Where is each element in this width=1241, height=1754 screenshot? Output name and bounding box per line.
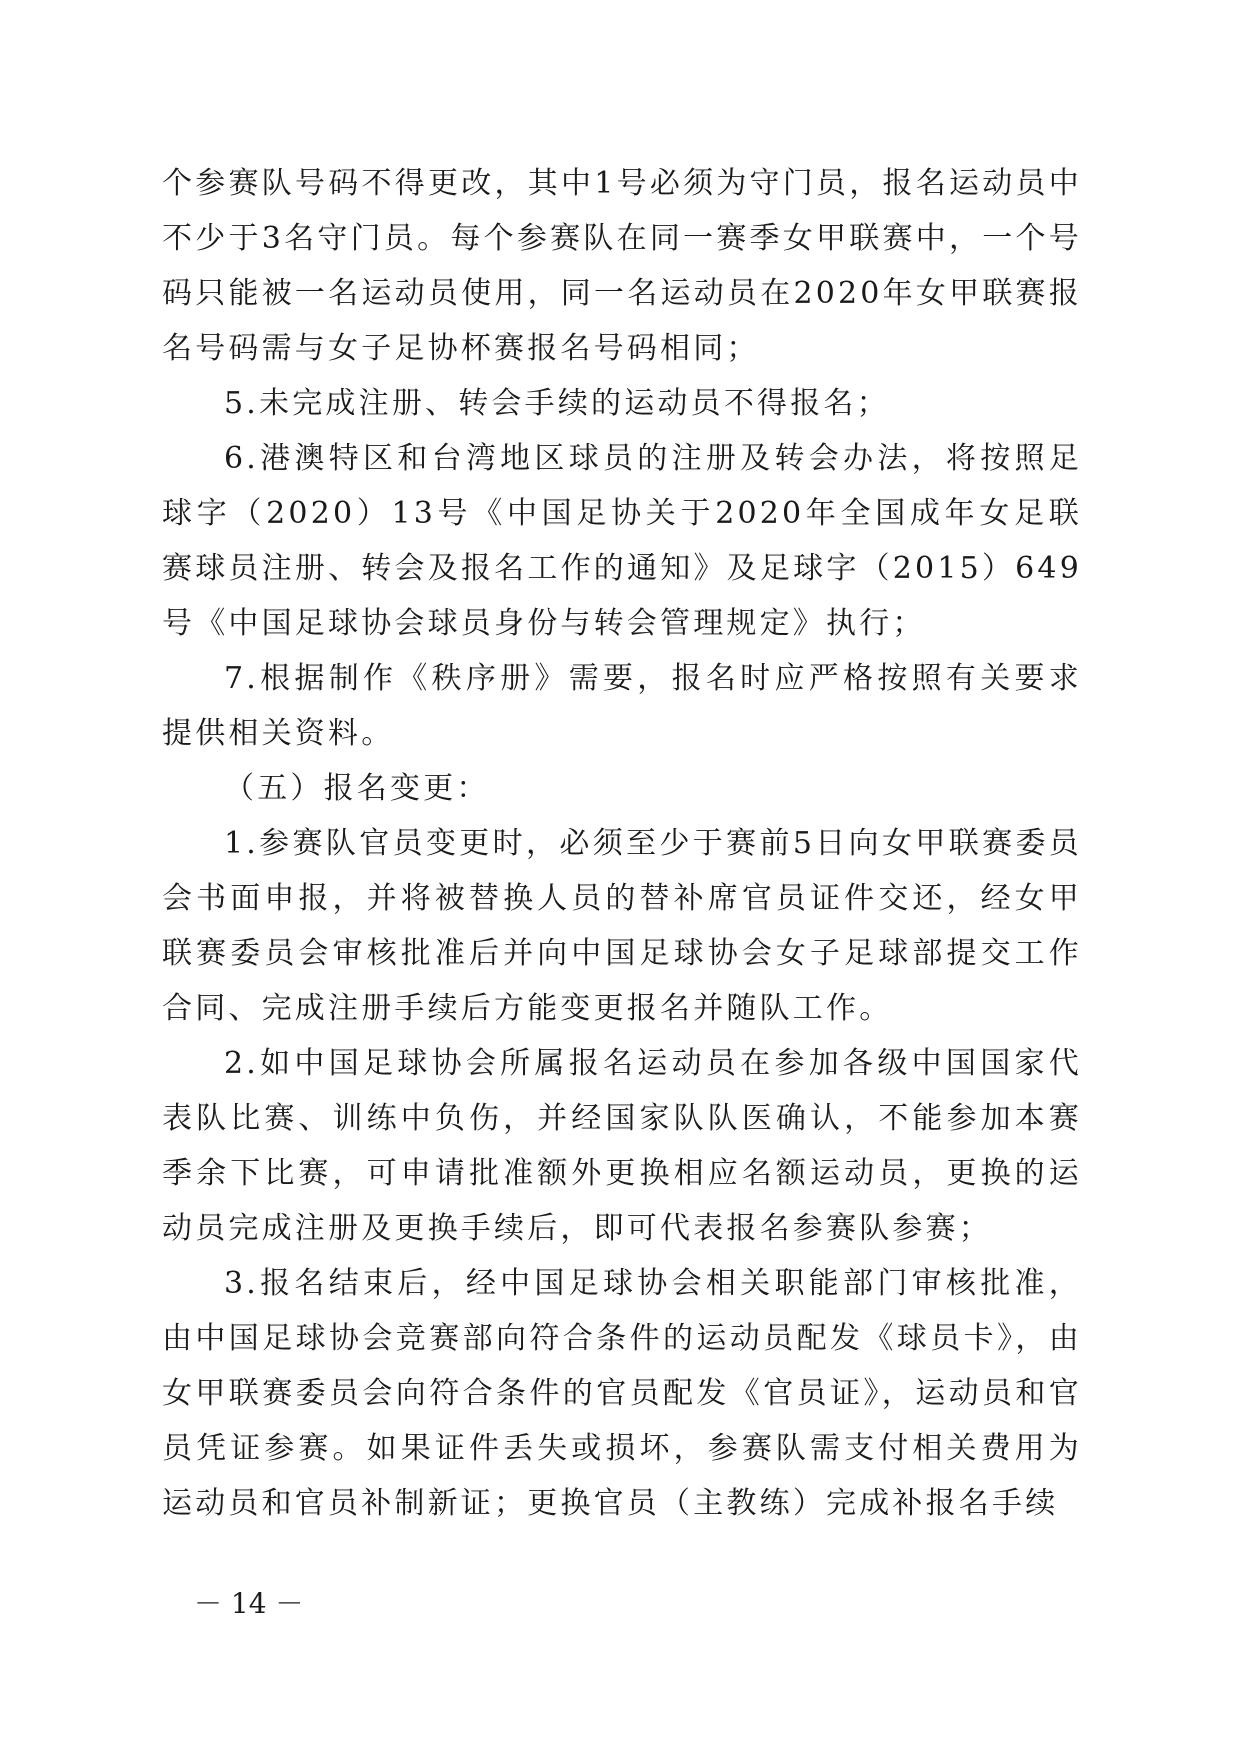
paragraph-item-5: 5.未完成注册、转会手续的运动员不得报名； bbox=[224, 386, 890, 421]
page-number: － 14 － bbox=[194, 1587, 304, 1620]
paragraph-change-item-2: 2.如中国足球协会所属报名运动员在参加各级中国国家代表队比赛、训练中负伤，并经国家队队医确认，不能参加本赛季余下比赛，可申请批准额外更换相应名额运动员，更换的运动员完成注册及更换手续后，即可代表报名参赛队参赛； bbox=[162, 1046, 1082, 1246]
paragraph-change-item-1: 1.参赛队官员变更时，必须至少于赛前5日向女甲联赛委员会书面申报，并将被替换人员的替补席官员证件交还，经女甲联赛委员会审核批准后并向中国足球协会女子足球部提交工作合同、完成注册手续后方能变更报名并随队工作。 bbox=[162, 826, 1082, 1026]
paragraph-item-6: 6.港澳特区和台湾地区球员的注册及转会办法，将按照足球字（2020）13号《中国足协关于2020年全国成年女足联赛球员注册、转会及报名工作的通知》及足球字（2015）649号《中国足球协会球员身份与转会管理规定》执行； bbox=[162, 441, 1082, 641]
paragraph-continued: 个参赛队号码不得更改，其中1号必须为守门员，报名运动员中不少于3名守门员。每个参赛队在同一赛季女甲联赛中，一个号码只能被一名运动员使用，同一名运动员在2020年女甲联赛报名号码需与女子足协杯赛报名号码相同； bbox=[162, 166, 1082, 366]
section-heading-registration-change: （五）报名变更： bbox=[224, 771, 490, 806]
body-text bbox=[162, 156, 1082, 1531]
paragraph-item-7: 7.根据制作《秩序册》需要，报名时应严格按照有关要求提供相关资料。 bbox=[162, 661, 1082, 751]
paragraph-change-item-3: 3.报名结束后，经中国足球协会相关职能部门审核批准，由中国足球协会竞赛部向符合条件的运动员配发《球员卡》，由女甲联赛委员会向符合条件的官员配发《官员证》，运动员和官员凭证参赛。如果证件丢失或损坏，参赛队需支付相关费用为运动员和官员补制新证；更换官员（主教练）完成补报名手续 bbox=[162, 1266, 1082, 1521]
